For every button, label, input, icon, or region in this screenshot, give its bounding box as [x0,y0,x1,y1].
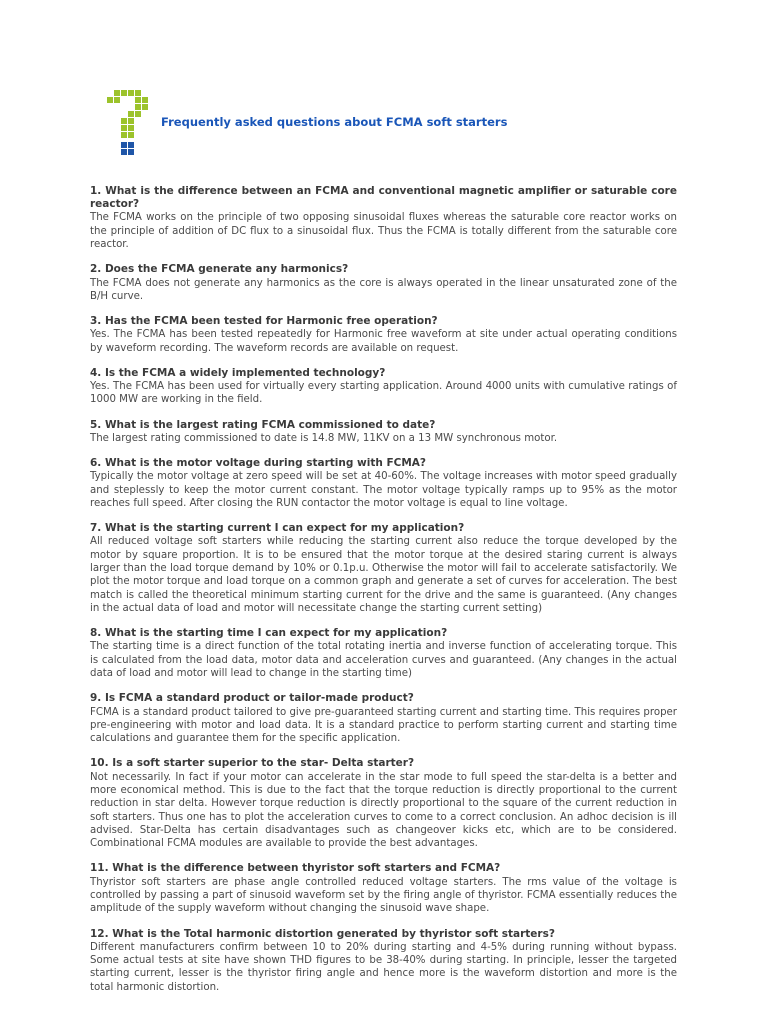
faq-answer: Yes. The FCMA has been used for virtually every starting application. Around 4000 units with cumulative ratings of 1000 MW are working in the field. [90,381,677,406]
question-mark-grid-icon [106,90,150,158]
faq-item [90,692,677,745]
faq-answer: Not necessarily. In fact if your motor can accelerate in the star mode to full speed the star-delta is a better and more economical method. This is due to the fact that the torque reduction is directly proportional to the current reduction in star delta. However torque reduction is directly proportional to the square of the current reduction in soft starters. Thus one has to plot the acceleration curves to come to a correct conclusion. An adhoc decision is ill advised. Star-Delta has certain disadvantages such as changeover kicks etc, which are to be considered. Combinational FCMA modules are available to provide the best advantages. [90,771,677,850]
faq-answer: The starting time is a direct function of the total rotating inertia and inverse function of accelerating torque. This is calculated from the load data, motor data and acceleration curves and guaranteed. (Any changes in the actual data of load and motor will lead to change in the starting time) [90,641,677,680]
faq-item [90,315,677,355]
faq-item [90,522,677,615]
faq-answer: All reduced voltage soft starters while reducing the starting current also reduce the torque developed by the motor by square proportion. It is to be ensured that the motor torque at the desired staring current is always larger than the load torque demand by 10% or 0.1p.u. Otherwise the motor will fail to accelerate satisfactorily. We plot the motor torque and load torque on a common graph and generate a set of curves for acceleration. The best match is called the theoretical minimum starting current for the drive and the same is guaranteed. (Any changes in the actual data of load and motor will necessitate change the starting current setting) [90,536,677,614]
faq-answer: FCMA is a standard product tailored to give pre-guaranteed starting current and starting time. This requires proper pre-engineering with motor and load data. It is a standard practice to perform starting current and starting time calculations and guarantee them for the specific application. [90,706,677,745]
faq-answer: The FCMA works on the principle of two opposing sinusoidal fluxes whereas the saturable core reactor works on the principle of addition of DC flux to a sinusoidal flux. Thus the FCMA is totally different from the saturable core reactor. [90,212,677,250]
faq-question: 11. What is the difference between thyristor soft starters and FCMA? [90,862,501,875]
faq-answer: Yes. The FCMA has been tested repeatedly for Harmonic free waveform at site under actual operating conditions by waveform recording. The waveform records are available on request. [90,329,677,354]
faq-item [90,367,677,407]
faq-answer: The FCMA does not generate any harmonics as the core is always operated in the linear unsaturated zone of the B/H curve. [90,277,677,302]
faq-item [90,457,677,510]
faq-answer: The largest rating commissioned to date is 14.8 MW, 11KV on a 13 MW synchronous motor. [90,432,558,444]
faq-item [90,627,677,680]
faq-question: 4. Is the FCMA a widely implemented technology? [90,366,386,379]
faq-item [90,928,677,994]
faq-list [90,185,677,1006]
faq-question: 8. What is the starting time I can expect for my application? [90,627,448,640]
faq-answer: Thyristor soft starters are phase angle controlled reduced voltage starters. The rms value of the voltage is controlled by passing a part of sinusoid waveform set by the firing angle of thyristor. FCMA essentially reduces the amplitude of the supply waveform without changing the sinusoid wave shape. [90,876,677,915]
faq-answer: Typically the motor voltage at zero speed will be set at 40-60%. The voltage increases with motor speed gradually and steplessly to keep the motor current constant. The motor voltage typically ramps up to 95% as the motor reaches full speed. After closing the RUN contactor the motor voltage is equal to line voltage. [90,471,677,509]
faq-question: 5. What is the largest rating FCMA commissioned to date? [90,418,436,431]
faq-question: 1. What is the difference between an FCMA and conventional magnetic amplifier or saturable core reactor? [90,185,677,211]
faq-item [90,757,677,850]
faq-item [90,263,677,303]
faq-item [90,419,677,446]
faq-question: 6. What is the motor voltage during starting with FCMA? [90,457,427,470]
faq-question: 9. Is FCMA a standard product or tailor-made product? [90,692,414,705]
faq-answer: Different manufacturers confirm between 10 to 20% during starting and 4-5% during running without bypass. Some actual tests at site have shown THD figures to be 38-40% during starting. In principle, lesser the targeted starting current, lesser is the thyristor firing angle and hence more is the waveform distortion and more is the total harmonic distortion. [90,941,677,993]
faq-question: 3. Has the FCMA been tested for Harmonic free operation? [90,315,438,328]
faq-question: 7. What is the starting current I can expect for my application? [90,522,465,535]
faq-question: 12. What is the Total harmonic distortion generated by thyristor soft starters? [90,927,555,940]
faq-item [90,185,677,251]
faq-question: 2. Does the FCMA generate any harmonics? [90,263,349,276]
faq-item [90,862,677,915]
page-title: Frequently asked questions about FCMA soft starters [161,115,508,129]
faq-question: 10. Is a soft starter superior to the star- Delta starter? [90,757,415,770]
